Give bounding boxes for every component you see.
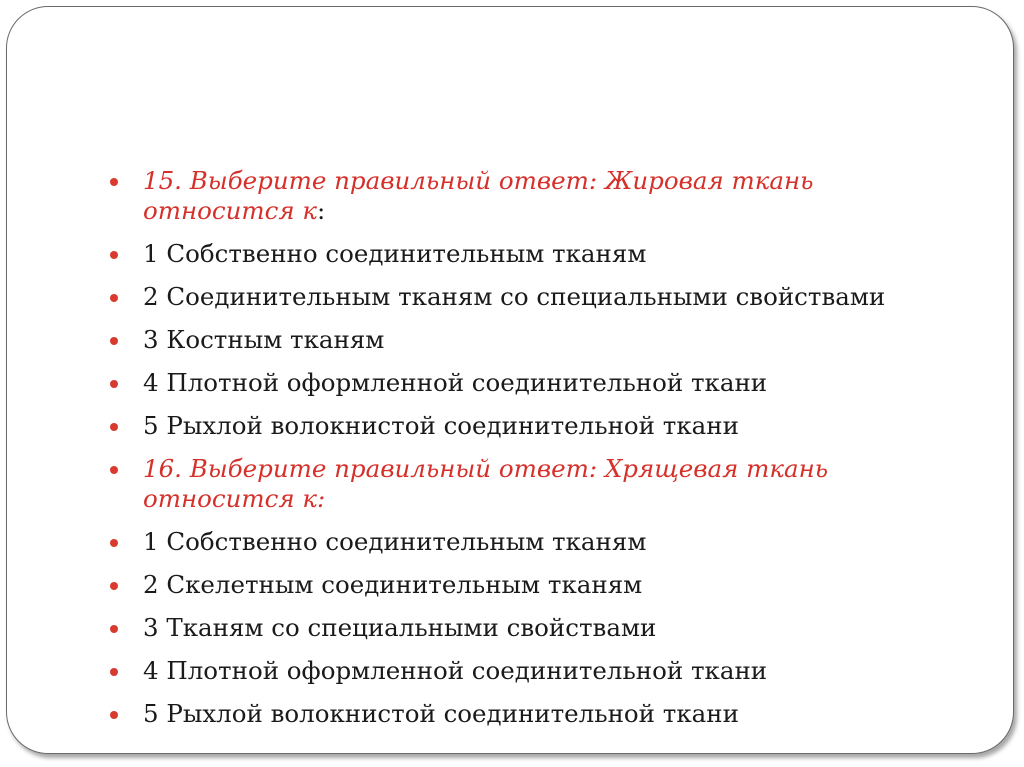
- bullet-list: [110, 166, 960, 729]
- bullet-dot-icon: [110, 294, 118, 302]
- answer-text: 2 Соединительным тканям со специальными свойствами: [143, 282, 886, 311]
- answer-text: 3 Тканям со специальными свойствами: [143, 613, 657, 642]
- answer-text: 5 Рыхлой волокнистой соединительной ткани: [143, 699, 739, 728]
- answer-item: [110, 325, 960, 355]
- question-16: [110, 454, 960, 514]
- bullet-dot-icon: [110, 466, 118, 474]
- answer-item: [110, 570, 960, 600]
- answer-text: 1 Собственно соединительным тканям: [143, 527, 647, 556]
- answer-item: [110, 656, 960, 686]
- bullet-dot-icon: [110, 380, 118, 388]
- answer-item: [110, 527, 960, 557]
- answer-text: 3 Костным тканям: [143, 325, 385, 354]
- bullet-dot-icon: [110, 711, 118, 719]
- answer-item: [110, 368, 960, 398]
- question-15: [110, 166, 960, 226]
- answer-text: 2 Скелетным соединительным тканям: [143, 570, 643, 599]
- bullet-dot-icon: [110, 539, 118, 547]
- bullet-dot-icon: [110, 625, 118, 633]
- answer-text: 1 Собственно соединительным тканям: [143, 239, 647, 268]
- bullet-dot-icon: [110, 178, 118, 186]
- bullet-dot-icon: [110, 337, 118, 345]
- question-text: 16. Выберите правильный ответ: Хрящевая ткань относится к:: [143, 454, 829, 513]
- answer-text: 5 Рыхлой волокнистой соединительной ткани: [143, 411, 739, 440]
- bullet-dot-icon: [110, 668, 118, 676]
- answer-item: [110, 239, 960, 269]
- answer-text: 4 Плотной оформленной соединительной ткани: [143, 656, 768, 685]
- bullet-dot-icon: [110, 423, 118, 431]
- answer-item: [110, 699, 960, 729]
- answer-text: 4 Плотной оформленной соединительной ткани: [143, 368, 768, 397]
- answer-item: [110, 411, 960, 441]
- answer-item: [110, 613, 960, 643]
- slide-content: [110, 166, 960, 742]
- bullet-dot-icon: [110, 251, 118, 259]
- answer-item: [110, 282, 960, 312]
- question-text: 15. Выберите правильный ответ: Жировая ткань относится к: [143, 166, 814, 225]
- bullet-dot-icon: [110, 582, 118, 590]
- question-colon: :: [316, 196, 326, 225]
